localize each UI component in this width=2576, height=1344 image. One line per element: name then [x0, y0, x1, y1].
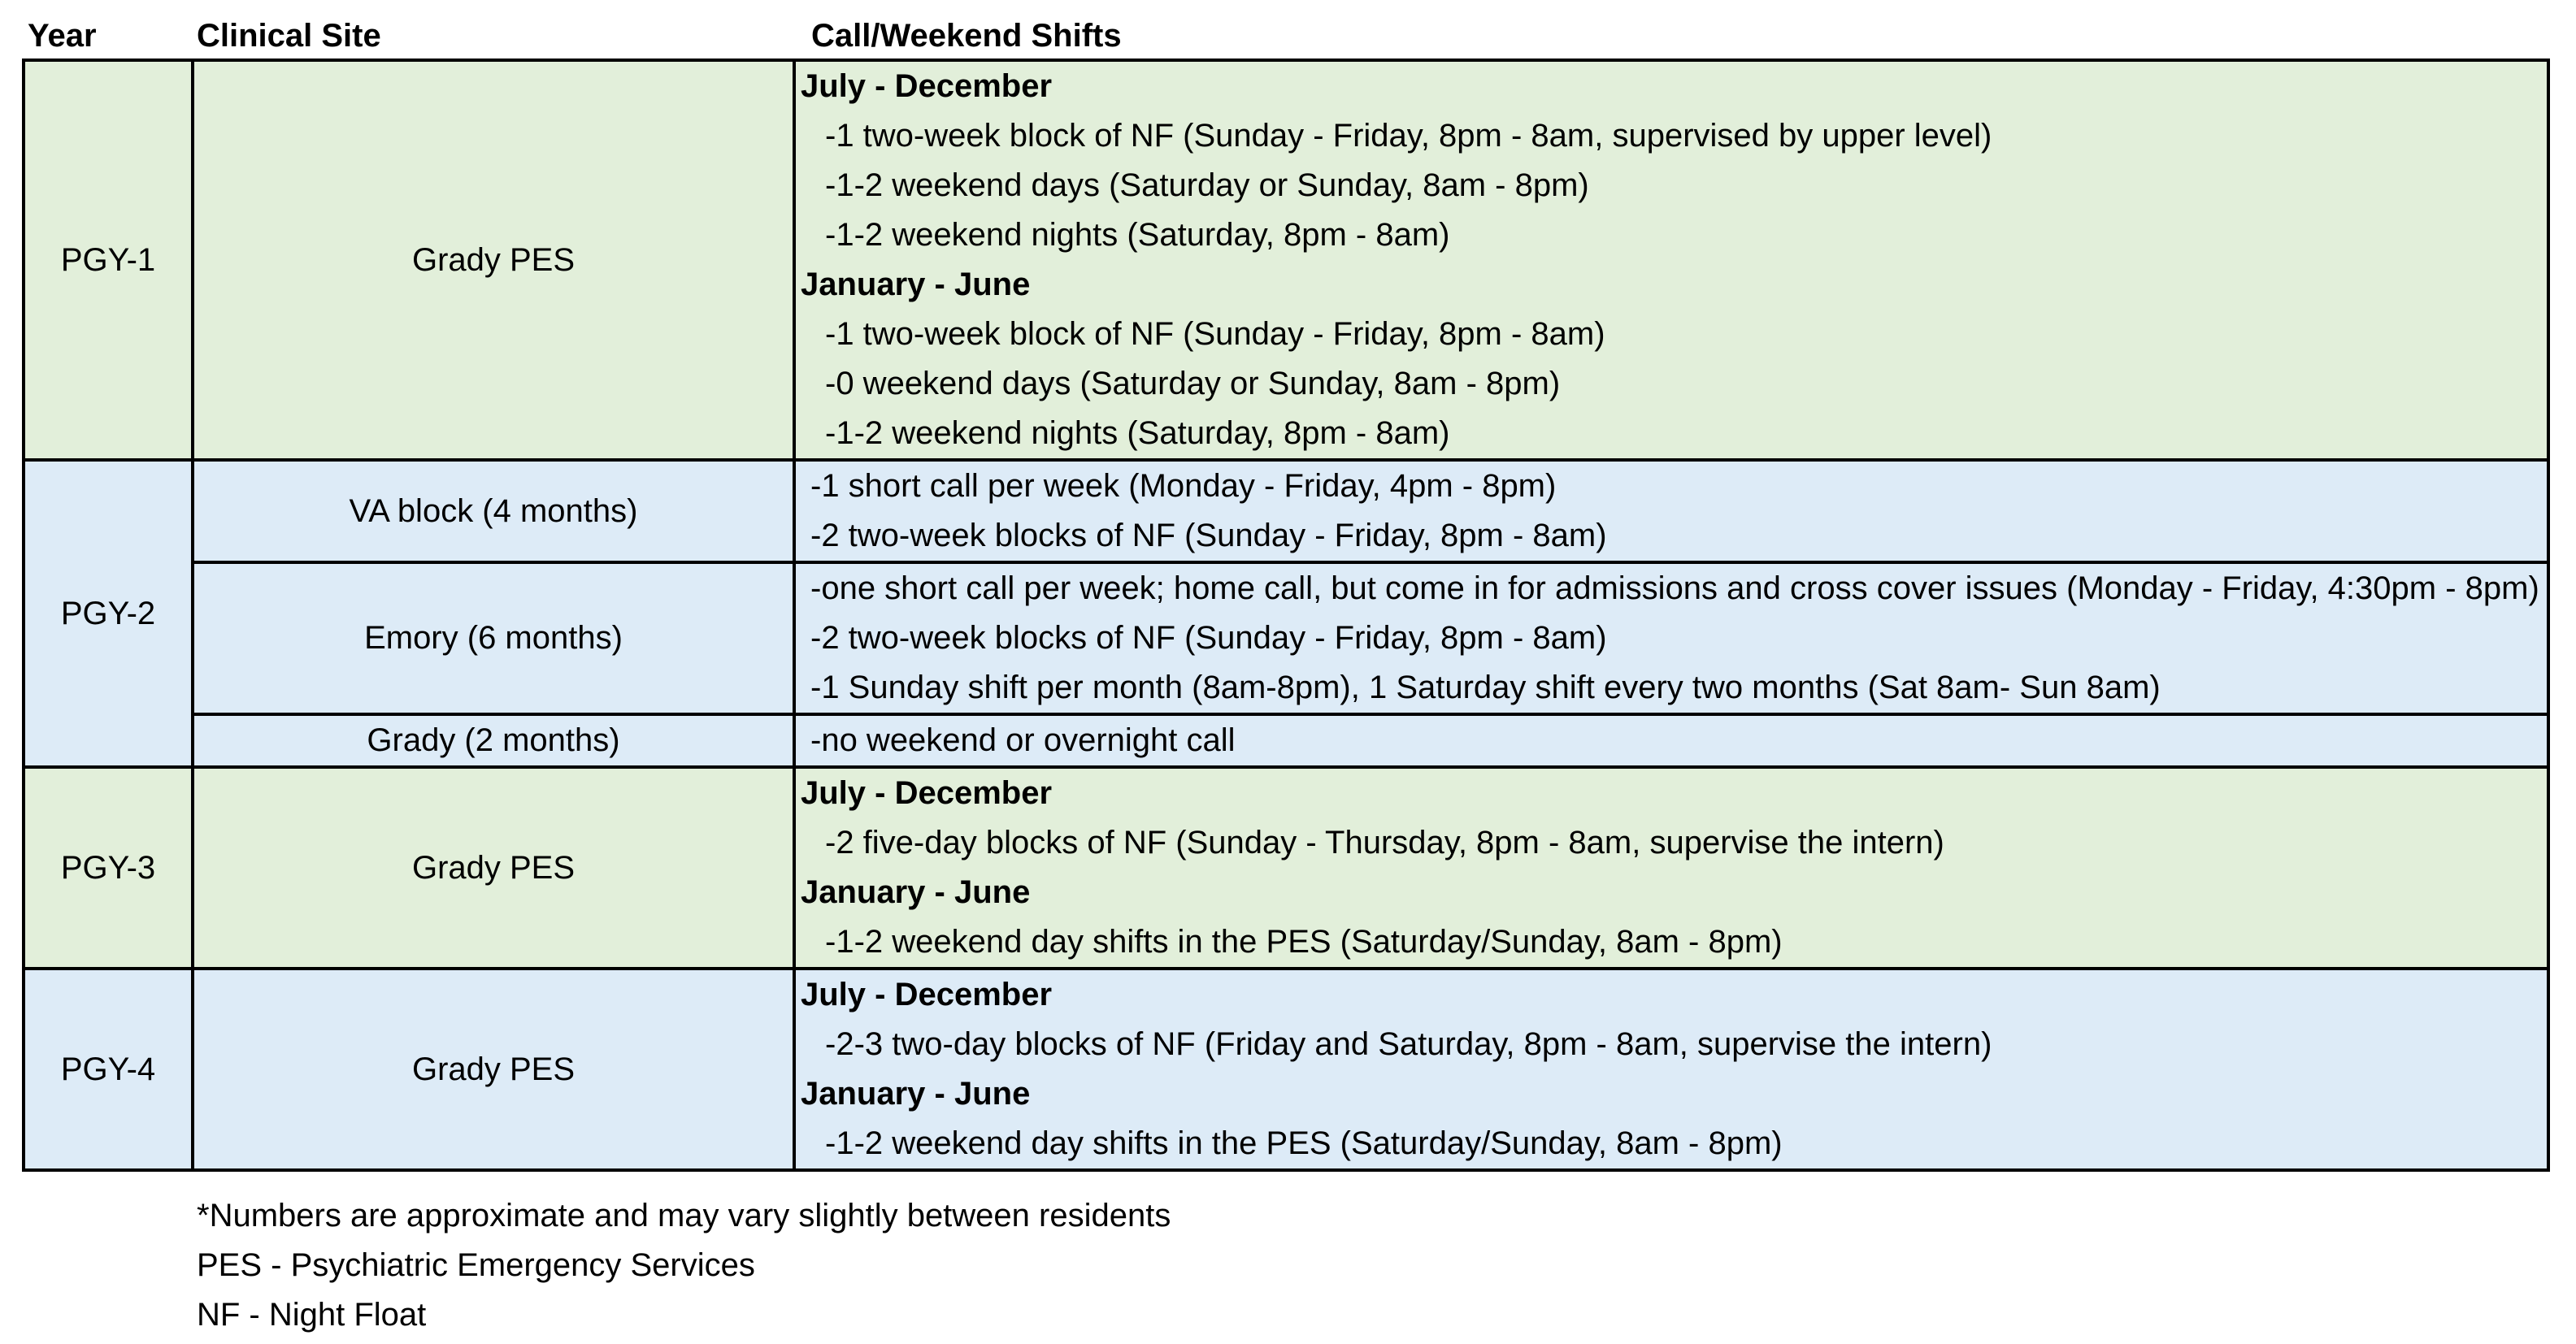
period-heading: July - December [801, 977, 1053, 1012]
shift-item: -1 short call per week (Monday - Friday, 4pm - 8pm) [810, 468, 1557, 504]
shift-item: -0 weekend days (Saturday or Sunday, 8am - 8pm) [825, 366, 1561, 401]
shifts-cell [794, 60, 2548, 460]
site-cell: Grady PES [193, 767, 794, 969]
table-row-pgy-4 [24, 969, 2548, 1170]
year-cell: PGY-1 [24, 60, 193, 460]
period-heading: January - June [801, 267, 1031, 302]
shifts-cell [794, 767, 2548, 969]
site-cell: Emory (6 months) [193, 562, 794, 714]
table-row-pgy-1 [24, 60, 2548, 460]
shift-item: -1 Sunday shift per month (8am-8pm), 1 Saturday shift every two months (Sat 8am- Sun 8am) [810, 670, 2161, 705]
shift-item: -1-2 weekend days (Saturday or Sunday, 8am - 8pm) [825, 167, 1589, 203]
year-cell: PGY-3 [24, 767, 193, 969]
year-cell: PGY-4 [24, 969, 193, 1170]
site-cell: Grady (2 months) [193, 714, 794, 767]
shift-item: -1-2 weekend day shifts in the PES (Saturday/Sunday, 8am - 8pm) [825, 1125, 1783, 1161]
header-year: Year [28, 18, 97, 54]
header-clinical-site: Clinical Site [197, 18, 381, 54]
footnotes [197, 1191, 1171, 1340]
shift-item: -1-2 weekend nights (Saturday, 8pm - 8am) [825, 217, 1450, 253]
shift-item: -one short call per week; home call, but come in for admissions and cross cover issues (Monday - Friday, 4:30pm - 8pm) [810, 570, 2539, 606]
shift-item: -2 five-day blocks of NF (Sunday - Thursday, 8pm - 8am, supervise the intern) [825, 825, 1944, 861]
site-cell: VA block (4 months) [193, 460, 794, 562]
shift-item: -2-3 two-day blocks of NF (Friday and Saturday, 8pm - 8am, supervise the intern) [825, 1026, 1992, 1062]
table-row-pgy-2-va [24, 460, 2548, 562]
table-row-pgy-2-emory [24, 562, 2548, 714]
footnote-pes-definition: PES - Psychiatric Emergency Services [197, 1247, 755, 1283]
header-call-weekend-shifts: Call/Weekend Shifts [811, 18, 1122, 54]
footnote-nf-definition: NF - Night Float [197, 1297, 427, 1333]
site-cell: Grady PES [193, 60, 794, 460]
shifts-cell [794, 562, 2548, 714]
year-cell: PGY-2 [24, 460, 193, 767]
footnote-approximate: *Numbers are approximate and may vary slightly between residents [197, 1198, 1171, 1233]
period-heading: January - June [801, 874, 1031, 910]
shifts-cell [794, 460, 2548, 562]
shift-item: -2 two-week blocks of NF (Sunday - Friday, 8pm - 8am) [810, 620, 1607, 656]
period-heading: January - June [801, 1076, 1031, 1112]
period-heading: July - December [801, 68, 1053, 104]
site-cell: Grady PES [193, 969, 794, 1170]
table-row-pgy-2-grady [24, 714, 2548, 767]
shifts-cell [794, 714, 2548, 767]
period-heading: July - December [801, 775, 1053, 811]
shift-item: -1 two-week block of NF (Sunday - Friday, 8pm - 8am) [825, 316, 1605, 352]
shift-item: -1-2 weekend day shifts in the PES (Saturday/Sunday, 8am - 8pm) [825, 924, 1783, 960]
shifts-cell [794, 969, 2548, 1170]
call-schedule-table [22, 59, 2550, 1172]
shift-item: -1-2 weekend nights (Saturday, 8pm - 8am) [825, 415, 1450, 451]
table-row-pgy-3 [24, 767, 2548, 969]
shift-item: -2 two-week blocks of NF (Sunday - Friday, 8pm - 8am) [810, 518, 1607, 553]
shift-item: -no weekend or overnight call [810, 722, 1236, 758]
shift-item: -1 two-week block of NF (Sunday - Friday, 8pm - 8am, supervised by upper level) [825, 118, 1992, 154]
